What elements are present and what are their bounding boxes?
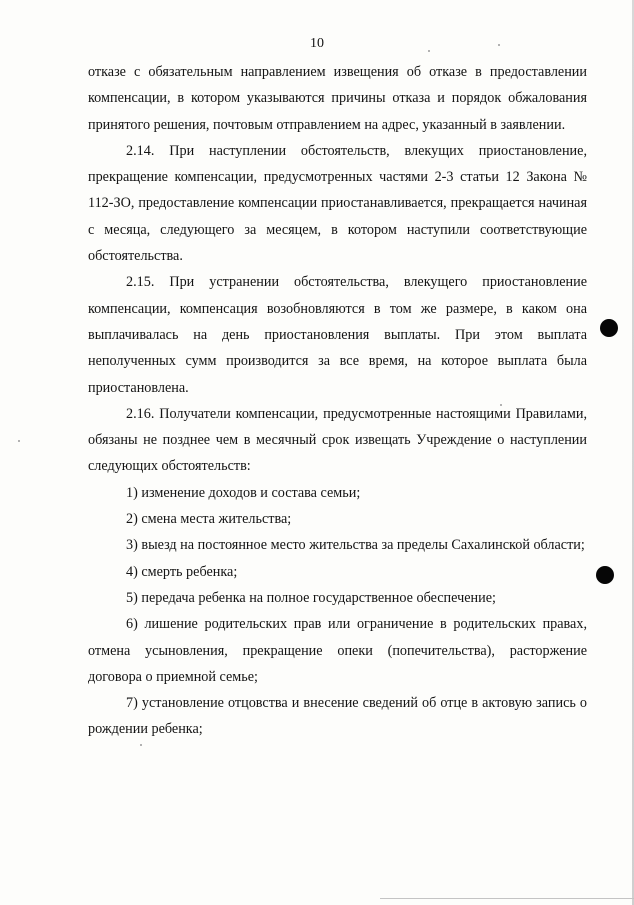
page-number: 10: [310, 36, 324, 51]
list-item-4: 4) смерть ребенка;: [126, 563, 238, 580]
scan-speck: [498, 44, 500, 46]
list-item-6: 6) лишение родительских прав или ограничение в родительских правах, отмена усыновления, прекращение опеки (попечительства), расторжение договора о приемной семье;: [88, 616, 587, 685]
paragraph-intro-continuation: отказе с обязательным направлением извещения об отказе в предоставлении компенсации, в котором указываются причины отказа и порядок обжалования принятого решения, почтовым отправлением на адрес, указанный в заявлении.: [88, 64, 587, 133]
scan-speck: [428, 50, 430, 52]
list-item-1: 1) изменение доходов и состава семьи;: [126, 484, 361, 501]
scan-speck: [500, 404, 502, 406]
punch-hole-bottom: [596, 566, 614, 584]
document-body: [88, 59, 587, 743]
list-item-3: 3) выезд на постоянное место жительства за пределы Сахалинской области;: [126, 537, 585, 554]
punch-hole-top: [600, 319, 618, 337]
scan-edge-bottom: [380, 898, 634, 899]
paragraph-clause-2-15: 2.15. При устранении обстоятельства, влекущего приостановление компенсации, компенсация возобновляются в том же размере, в каком она выплачивалась на день приостановления выплаты. При этом выплата неполученных сумм производится за все время, на которое выплата была приостановлена.: [88, 274, 587, 396]
list-item-7: 7) установление отцовства и внесение сведений об отце в актовую запись о рождении ребенка;: [88, 695, 587, 738]
list-item-2: 2) смена места жительства;: [126, 511, 292, 528]
paragraph-clause-2-16: 2.16. Получатели компенсации, предусмотренные настоящими Правилами, обязаны не позднее чем в месячный срок извещать Учреждение о наступлении следующих обстоятельств:: [88, 405, 587, 475]
scan-speck: [18, 440, 20, 442]
paragraph-clause-2-14: 2.14. При наступлении обстоятельств, влекущих приостановление, прекращение компенсации, предусмотренных частями 2-3 статьи 12 Закона № 112-ЗО, предоставление компенсации приостанавливается, прекращается начиная с месяца, следующего за месяцем, в котором наступили соответствующие обстоятельства.: [88, 142, 587, 265]
scan-speck: [140, 744, 142, 746]
list-item-5: 5) передача ребенка на полное государственное обеспечение;: [126, 589, 496, 606]
